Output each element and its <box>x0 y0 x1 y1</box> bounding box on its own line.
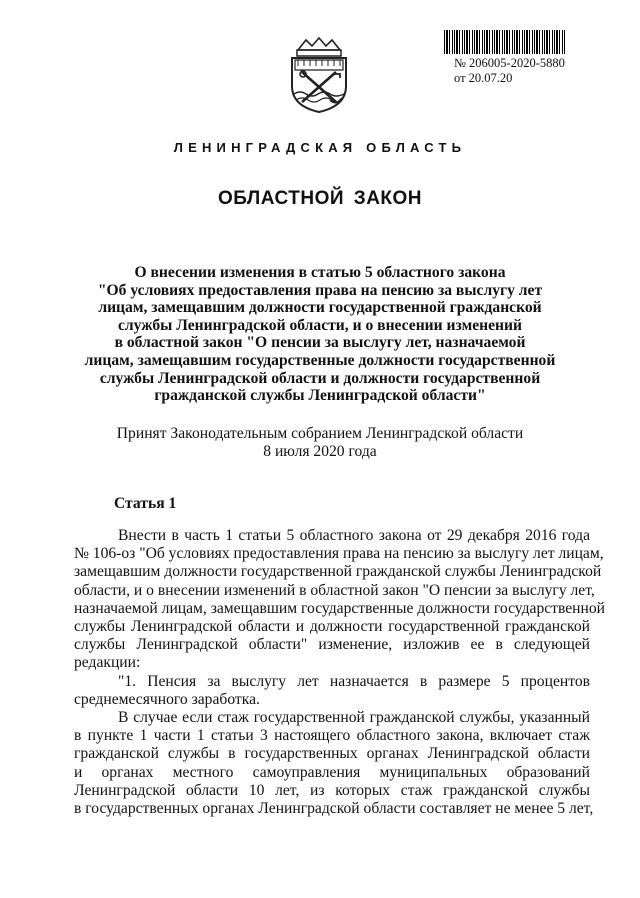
body-line: назначаемой лицам, замещавшим государственные должности государственной <box>74 599 606 617</box>
title-line: службы Ленинградской области и должности государственной <box>99 369 541 387</box>
title-line: гражданской службы Ленинградской области" <box>154 387 486 405</box>
registration-block <box>454 56 565 86</box>
law-title <box>70 264 570 405</box>
title-line: службы Ленинградской области, и о внесении изменений <box>118 316 522 334</box>
body-line: В случае если стаж государственной гражданской службы, указанный <box>118 709 590 727</box>
body-line: в государственных органах Ленинградской области составляет не менее 5 лет, <box>74 800 594 818</box>
body-line: Ленинградской области 10 лет, из которых стаж гражданской службы <box>74 781 590 799</box>
body-line: "1. Пенсия за выслугу лет назначается в размере 5 процентов <box>118 672 590 690</box>
body-line: замещавшим должности государственной гражданской службы Ленинградской <box>74 563 602 581</box>
body-line: гражданской службы в государственных органах Ленинградской области <box>74 745 590 763</box>
barcode <box>444 30 566 54</box>
title-line: лицам, замещавшим должности государственной гражданской <box>98 299 542 317</box>
title-line: "Об условиях предоставления права на пенсию за выслугу лет <box>97 281 543 299</box>
article-body <box>74 527 606 818</box>
title-line: О внесении изменения в статью 5 областного закона <box>134 264 506 281</box>
body-line: № 106-оз "Об условиях предоставления права на пенсию за выслугу лет лицам, <box>74 545 604 563</box>
adoption-line: Принят Законодательным собранием Ленинградской области <box>116 425 524 442</box>
body-line: в пункте 1 части 1 статьи 3 настоящего областного закона, включает стаж <box>74 727 590 745</box>
law-type-heading: ОБЛАСТНОЙ ЗАКОН <box>217 188 423 209</box>
body-line: службы Ленинградской области" изменение, изложив ее в следующей <box>74 636 590 654</box>
registration-number: № 206005-2020-5880 <box>454 56 565 70</box>
body-line: области, и о внесении изменений в областной закон "О пенсии за выслугу лет, <box>74 581 595 599</box>
body-line: и органах местного самоуправления муниципальных образований <box>74 763 590 781</box>
region-name: ЛЕНИНГРАДСКАЯ ОБЛАСТЬ <box>173 140 467 155</box>
body-line: Внести в часть 1 статьи 5 областного закона от 29 декабря 2016 года <box>118 527 590 544</box>
coat-of-arms-icon <box>284 36 354 114</box>
registration-date: от 20.07.20 <box>454 71 513 85</box>
body-line: службы Ленинградской области и должности государственной гражданской <box>74 618 590 636</box>
title-line: лицам, замещавшим государственные должности государственной <box>84 351 556 369</box>
title-line: в областной закон "О пенсии за выслугу лет, назначаемой <box>114 334 526 352</box>
body-line: редакции: <box>74 654 141 672</box>
article-heading: Статья 1 <box>114 495 177 512</box>
body-line: среднемесячного заработка. <box>74 690 260 708</box>
adoption-date: 8 июля 2020 года <box>263 443 377 460</box>
adoption-note <box>0 425 640 461</box>
